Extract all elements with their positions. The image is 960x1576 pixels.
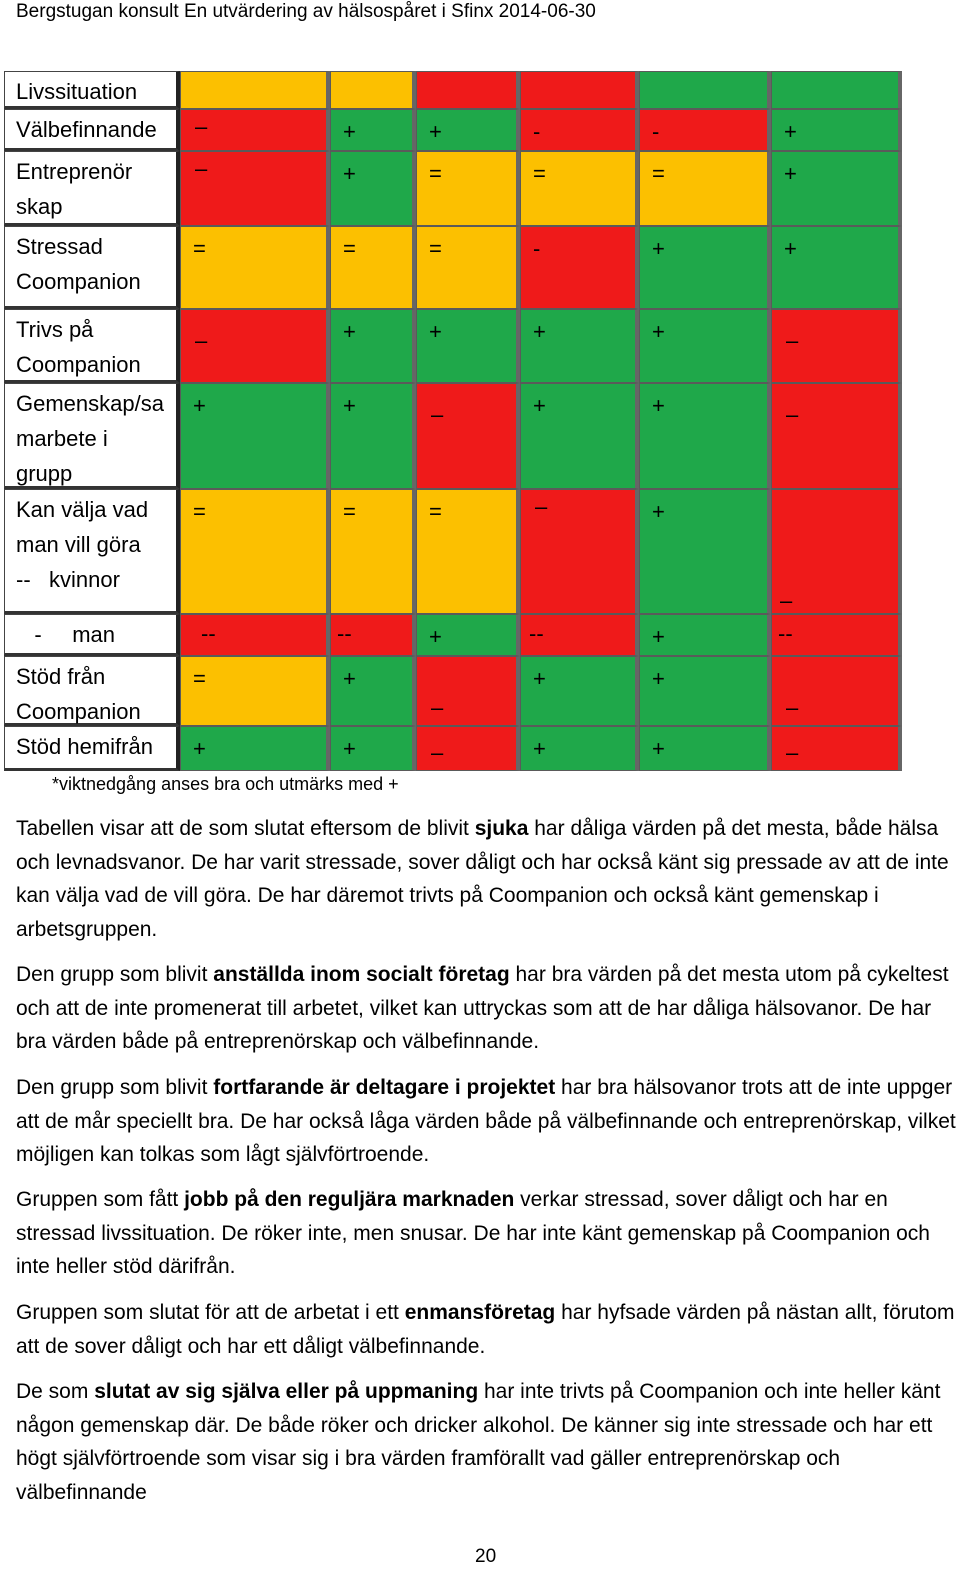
table-cell <box>416 614 520 656</box>
cell-symbol: - <box>533 119 541 144</box>
table-cell <box>180 726 330 771</box>
cell-symbol: -- <box>201 621 216 646</box>
row-label-line: man vill göra <box>16 532 141 557</box>
table-cell <box>330 309 416 383</box>
table-cell <box>416 109 520 151</box>
cell-symbol: + <box>652 736 665 761</box>
cell-symbol: + <box>343 393 356 418</box>
text-run: Gruppen som fått <box>16 1188 185 1211</box>
table-cell <box>639 489 771 614</box>
row-label-line: -- kvinnor <box>16 567 120 592</box>
cell-symbol: + <box>652 236 665 261</box>
row-label <box>4 656 180 726</box>
cell-symbol: + <box>652 319 665 344</box>
cell-symbol: + <box>429 624 442 649</box>
bold-phrase: fortfarande är deltagare i projektet <box>213 1076 556 1099</box>
text-run: har dåliga värden på det mesta, både hälsa och levnadsvanor. De har varit stressade, sover dåligt och har också känt sig pressade av att de inte kan välja vad de vill göra. De har däremot trivts på Coompanion och också känt gemenskap i arbetsgruppen. <box>16 817 949 941</box>
cell-symbol: – <box>431 402 444 427</box>
table-cell <box>639 656 771 726</box>
table-cell <box>520 109 639 151</box>
cell-symbol: + <box>533 736 546 761</box>
cell-symbol: - <box>652 119 660 144</box>
table-cell <box>520 151 639 226</box>
cell-symbol: – <box>786 402 799 427</box>
row-label-line: Stöd från <box>16 664 106 689</box>
cell-symbol: – <box>195 114 208 139</box>
table-cell <box>416 656 520 726</box>
table-cell <box>639 383 771 489</box>
cell-symbol: + <box>784 161 797 186</box>
row-label-line: Kan välja vad <box>16 497 149 522</box>
cell-symbol: – <box>195 328 208 353</box>
table-cell <box>416 226 520 309</box>
row-label-line: Trivs på <box>16 317 94 342</box>
table-cell <box>180 151 330 226</box>
row-label-text: Livssituation <box>16 79 138 104</box>
table-cell <box>520 656 639 726</box>
row-label-line: Gemenskap/sa <box>16 391 164 416</box>
cell-symbol: = <box>533 161 546 186</box>
paragraph <box>16 1071 956 1172</box>
bold-phrase: sjuka <box>474 817 529 840</box>
table-cell <box>520 226 639 309</box>
table-cell <box>639 614 771 656</box>
table-cell <box>180 614 330 656</box>
cell-symbol: + <box>652 624 665 649</box>
header-color-cell <box>771 71 902 109</box>
table-cell <box>771 309 902 383</box>
table-cell <box>771 726 902 771</box>
table-cell <box>416 309 520 383</box>
cell-symbol: + <box>533 393 546 418</box>
text-run: Tabellen visar att de som slutat eftersom de blivit <box>16 817 475 840</box>
cell-symbol: = <box>429 236 442 261</box>
paragraph <box>16 1375 956 1509</box>
row-label <box>4 309 180 383</box>
cell-symbol: – <box>786 740 799 765</box>
cell-symbol: + <box>343 119 356 144</box>
row-label-line: Coompanion <box>16 352 141 377</box>
table-cell <box>330 109 416 151</box>
table-cell <box>771 226 902 309</box>
cell-symbol: – <box>431 740 444 765</box>
row-label-line: Stressad <box>16 234 103 259</box>
cell-symbol: = <box>193 666 206 691</box>
cell-symbol: + <box>343 319 356 344</box>
table-cell <box>330 489 416 614</box>
table-cell <box>520 309 639 383</box>
bold-phrase: jobb på den reguljära marknaden <box>184 1188 515 1211</box>
table-cell <box>330 614 416 656</box>
text-run: har bra hälsovanor trots att de inte uppger att de mår speciellt bra. De har också låga värden både på välbefinnande och entreprenörskap, vilket möjligen kan tolkas som lågt självförtroende. <box>16 1076 956 1166</box>
table-cell <box>330 226 416 309</box>
cell-symbol: -- <box>778 621 793 646</box>
page-header: Bergstugan konsult En utvärdering av hälsospåret i Sfinx 2014-06-30 <box>16 1 596 22</box>
row-label-line: Coompanion <box>16 269 141 294</box>
table-cell <box>330 151 416 226</box>
table-cell <box>180 309 330 383</box>
cell-symbol: + <box>343 666 356 691</box>
cell-symbol: + <box>429 319 442 344</box>
table-cell <box>639 226 771 309</box>
table-cell <box>416 151 520 226</box>
header-color-cell <box>416 71 520 109</box>
row-label-line: Entreprenör <box>16 159 133 184</box>
row-label-line: skap <box>16 194 63 219</box>
table-cell <box>639 726 771 771</box>
table-cell <box>771 151 902 226</box>
table-cell <box>180 489 330 614</box>
table-cell <box>416 726 520 771</box>
text-run: Gruppen som slutat för att de arbetat i ett <box>16 1301 405 1324</box>
table-cell <box>416 383 520 489</box>
header-color-cell <box>330 71 416 109</box>
table-cell <box>416 489 520 614</box>
header-color-cell <box>639 71 771 109</box>
cell-symbol: – <box>431 695 444 720</box>
table-cell <box>520 614 639 656</box>
row-label-line: grupp <box>16 461 73 486</box>
table-cell <box>180 109 330 151</box>
cell-symbol: = <box>652 161 665 186</box>
cell-symbol: -- <box>337 621 352 646</box>
cell-symbol: + <box>343 161 356 186</box>
cell-symbol: = <box>429 161 442 186</box>
cell-symbol: + <box>784 119 797 144</box>
bold-phrase: enmansföretag <box>404 1301 556 1324</box>
row-label <box>4 226 180 309</box>
row-label <box>4 151 180 226</box>
cell-symbol: - <box>533 236 541 261</box>
paragraph <box>16 812 956 946</box>
header-color-cell <box>180 71 330 109</box>
cell-symbol: + <box>343 736 356 761</box>
cell-symbol: + <box>784 236 797 261</box>
cell-symbol: + <box>193 393 206 418</box>
table-cell <box>330 726 416 771</box>
cell-symbol: + <box>429 119 442 144</box>
cell-symbol: – <box>535 494 548 519</box>
cell-symbol: = <box>193 499 206 524</box>
table-cell <box>771 614 902 656</box>
table-cell <box>180 226 330 309</box>
cell-symbol: – <box>786 328 799 353</box>
table-cell <box>639 109 771 151</box>
table-cell <box>771 656 902 726</box>
row-label-line: Välbefinnande <box>16 117 157 142</box>
cell-symbol: = <box>193 236 206 261</box>
text-run: De som <box>16 1380 95 1403</box>
cell-symbol: + <box>652 393 665 418</box>
table-cell <box>180 383 330 489</box>
table-cell <box>180 656 330 726</box>
cell-symbol: + <box>533 319 546 344</box>
paragraph <box>16 1183 956 1284</box>
row-label <box>4 489 180 614</box>
paragraph <box>16 958 956 1059</box>
cell-symbol: – <box>195 156 208 181</box>
table-footnote: *viktnedgång anses bra och utmärks med + <box>52 774 399 794</box>
text-run: har bra värden på det mesta utom på cykeltest och att de inte promenerat till arbetet, vilket kan uttryckas som att de har dåliga hälsovanor. De har bra värden både på entreprenörskap och välbefinnande. <box>16 963 949 1053</box>
table-cell <box>771 489 902 614</box>
table-cell <box>639 151 771 226</box>
cell-symbol: -- <box>529 621 544 646</box>
row-label <box>4 614 180 656</box>
cell-symbol: – <box>786 695 799 720</box>
cell-symbol: + <box>193 736 206 761</box>
row-label <box>4 726 180 771</box>
table-cell <box>330 383 416 489</box>
assessment-table <box>4 71 902 771</box>
text-run: har hyfsade värden på nästan allt, förutom att de sover dåligt och har ett dåligt välbefinnande. <box>16 1301 955 1358</box>
cell-symbol: = <box>429 499 442 524</box>
text-run: Den grupp som blivit <box>16 1076 214 1099</box>
text-run: har inte trivts på Coompanion och inte heller känt någon gemenskap där. De både röker och dricker alkohol. De känner sig inte stressade och har ett högt självförtroende som visar sig i bra värden framförallt vad gäller entreprenörskap och välbefinnande <box>16 1380 941 1504</box>
cell-symbol: = <box>343 236 356 261</box>
row-label-line: marbete i <box>16 426 108 451</box>
table-cell <box>330 656 416 726</box>
cell-symbol: – <box>780 588 793 613</box>
text-run: verkar stressad, sover dåligt och har en stressad livssituation. De röker inte, men snusar. De har inte känt gemenskap på Coompanion och inte heller stöd därifrån. <box>16 1188 930 1278</box>
table-cell <box>771 383 902 489</box>
cell-symbol: = <box>343 499 356 524</box>
text-run: Den grupp som blivit <box>16 963 214 986</box>
table-cell <box>639 309 771 383</box>
header-color-cell <box>520 71 639 109</box>
cell-symbol: + <box>533 666 546 691</box>
page-number: 20 <box>475 1546 497 1567</box>
bold-phrase: slutat av sig själva eller på uppmaning <box>94 1380 479 1403</box>
table-cell <box>520 726 639 771</box>
cell-symbol: + <box>652 666 665 691</box>
table-cell <box>771 109 902 151</box>
row-label <box>4 109 180 151</box>
row-label <box>4 383 180 489</box>
row-label-livssituation <box>4 71 180 109</box>
table-cell <box>520 489 639 614</box>
table-cell <box>520 383 639 489</box>
bold-phrase: anställda inom socialt företag <box>213 963 510 986</box>
cell-symbol: + <box>652 499 665 524</box>
row-label-line: Stöd hemifrån <box>16 734 153 759</box>
row-label-line: Coompanion <box>16 699 141 724</box>
row-label-line: - man <box>16 622 116 647</box>
paragraph <box>16 1296 956 1363</box>
